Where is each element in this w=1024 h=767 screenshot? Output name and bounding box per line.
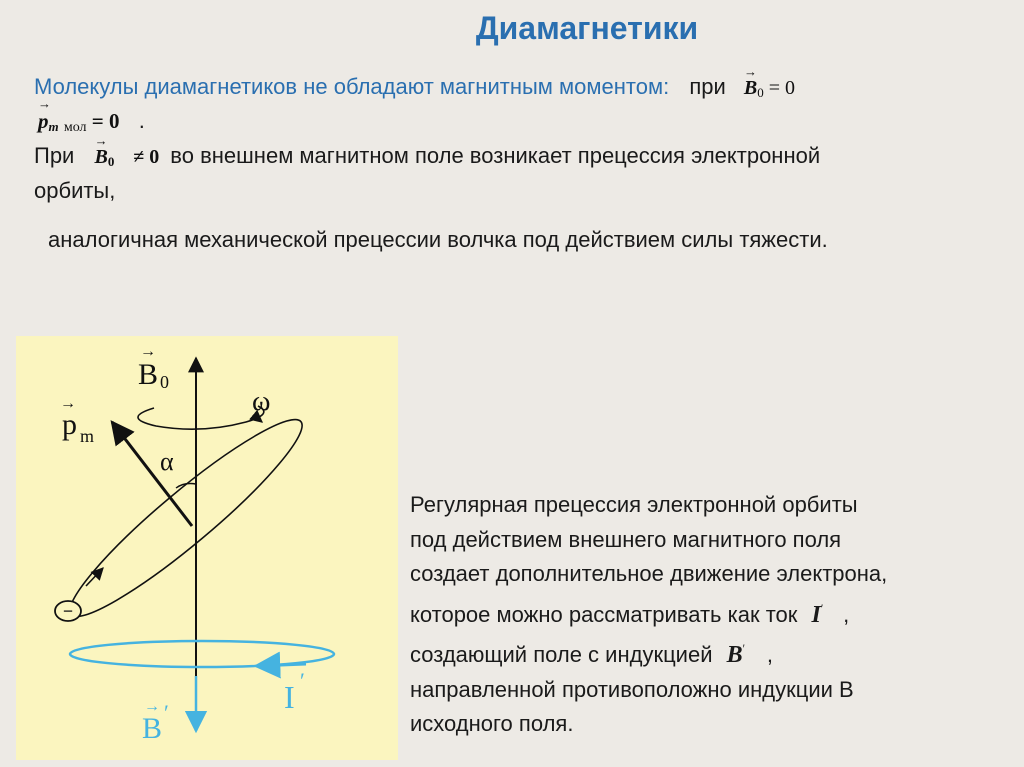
description-line-4-comma: ,	[843, 601, 850, 627]
label-alpha: α	[160, 447, 174, 476]
page-title: Диамагнетики	[475, 10, 699, 46]
formula-b0-nz-rhs: ≠ 0	[133, 146, 160, 168]
description-line-2: под действием внешнего магнитного поля	[410, 526, 842, 552]
description-block	[410, 488, 1010, 742]
label-pm-sub: m	[80, 426, 95, 446]
label-b0-sub: 0	[160, 372, 169, 392]
induction-symbol: B	[726, 642, 743, 668]
intro-line-4: орбиты,	[34, 178, 116, 203]
induction-prime: ′	[742, 643, 745, 655]
alpha-arc	[176, 484, 196, 489]
label-b-prime-vec: →	[144, 698, 160, 715]
description-line-5-comma: ,	[766, 642, 773, 667]
formula-pm-zero	[38, 109, 125, 133]
label-i-prime-mark: ′	[300, 668, 305, 693]
label-pm: p	[62, 408, 77, 441]
intro-line-5: аналогичная механической прецессии волчка под действием силы тяжести.	[48, 227, 828, 252]
line3-pri: При	[34, 143, 75, 168]
description-line-4	[410, 592, 1010, 633]
formula-b0-zero	[744, 77, 795, 99]
description-line-5-text: создающий поле с индукцией	[410, 642, 713, 667]
intro-dot: .	[138, 108, 145, 133]
current-prime: ′	[820, 602, 823, 615]
label-b-prime: B	[142, 712, 163, 745]
formula-pm-symbol: → p	[38, 109, 49, 134]
description-line-3: создает дополнительное движение электрона,	[410, 561, 888, 586]
intro-text: Молекулы диамагнетиков не обладают магнитным моментом:	[34, 74, 670, 99]
description-line-7: исходного поля.	[410, 711, 574, 736]
intro-line-1	[34, 74, 795, 101]
omega-rotation	[138, 406, 264, 429]
description-line-4-text: которое можно рассматривать как ток	[410, 601, 798, 627]
description-line-5	[410, 632, 1010, 673]
current-arrow	[256, 664, 306, 666]
description-line-6: направленной противоположно индукции В	[410, 676, 854, 702]
label-b0: B	[138, 358, 159, 391]
intro-line-3	[34, 143, 820, 170]
formula-b0-rhs: = 0	[768, 77, 795, 99]
line3-text: во внешнем магнитном поле возникает прецессия электронной	[170, 143, 821, 168]
label-i-prime: I	[284, 679, 295, 715]
figure-panel	[16, 336, 398, 760]
pm-vector	[112, 422, 192, 526]
current-symbol: I	[811, 601, 821, 628]
formula-b0-nz-symbol: → B	[94, 146, 107, 169]
formula-pm-rhs: = 0	[91, 109, 120, 133]
formula-pm-sub: мол	[63, 120, 87, 135]
formula-b0-nz-sub: 0	[107, 154, 115, 169]
formula-b0-symbol: → B	[744, 77, 757, 100]
formula-pm-symbol-sub: m	[48, 119, 59, 134]
label-b-prime-mark: ′	[164, 700, 169, 725]
description-line-1: Регулярная прецессия электронной орбиты	[410, 492, 858, 517]
label-pm-vec: →	[60, 395, 76, 412]
label-omega: ω	[252, 386, 271, 417]
precession-diagram	[16, 336, 398, 760]
intro-line-2	[38, 108, 145, 136]
intro-pri: при	[689, 74, 726, 99]
label-b0-vec: →	[140, 343, 156, 360]
formula-b0-sub: 0	[757, 85, 764, 100]
formula-b0-nonzero	[94, 146, 164, 168]
electron-label: −	[62, 601, 74, 621]
